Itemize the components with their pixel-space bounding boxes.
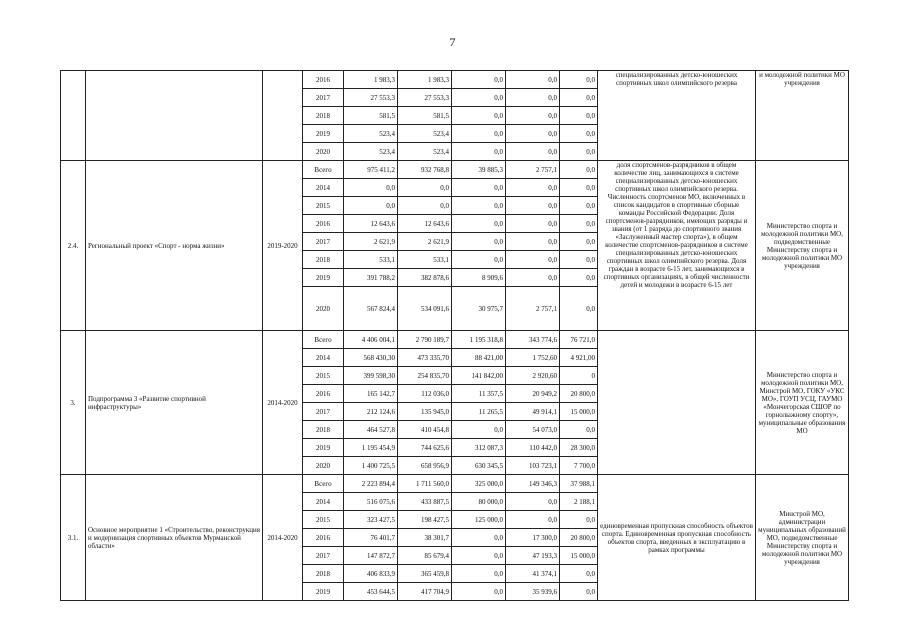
table-row [61,71,849,89]
source-3-cell: 2 757,1 [506,287,560,331]
source-3-cell: 0,0 [506,197,560,215]
source-2-cell: 0,0 [452,125,506,143]
source-3-cell: 0,0 [506,143,560,161]
source-4-cell: 28 300,0 [560,439,598,457]
total-cell: 523,4 [344,143,398,161]
source-3-cell: 20 949,2 [506,385,560,403]
source-3-cell: 54 073,0 [506,421,560,439]
source-4-cell: 0,0 [560,511,598,529]
source-3-cell: 0,0 [506,493,560,511]
table-row [61,161,849,179]
source-3-cell: 0,0 [506,269,560,287]
source-3-cell: 0,0 [506,233,560,251]
source-2-cell: 39 885,3 [452,161,506,179]
source-4-cell: 0,0 [560,161,598,179]
total-cell: 464 527,8 [344,421,398,439]
source-1-cell: 27 553,3 [398,89,452,107]
source-4-cell: 0,0 [560,89,598,107]
source-3-cell: 110 442,0 [506,439,560,457]
source-2-cell: 0,0 [452,143,506,161]
item-name [86,71,263,161]
source-1-cell: 2 621,9 [398,233,452,251]
source-1-cell: 382 878,6 [398,269,452,287]
executor-text: Министерство спорта и молодежной политики МО, Минстрой МО, ГОКУ «УКС МО», ГОУП УСЦ, ГАУМО «Мончегорская СШОР по горнолыжному спорту», муниципальные образования МО [756,331,849,475]
source-1-cell: 658 956,9 [398,457,452,475]
total-cell: 0,0 [344,197,398,215]
source-3-cell: 103 723,1 [506,457,560,475]
source-2-cell: 11 357,5 [452,385,506,403]
executor-text: Министерство спорта и молодежной политики МО, подведомственные Министерству спорта и молодежной политики МО учреждения [756,161,849,331]
year-cell: 2016 [303,215,344,233]
source-2-cell: 312 087,3 [452,439,506,457]
source-3-cell: 0,0 [506,107,560,125]
total-cell: 975 411,2 [344,161,398,179]
source-2-cell: 0,0 [452,529,506,547]
item-period: 2014-2020 [263,331,303,475]
source-4-cell: 0,0 [560,269,598,287]
table-row [61,475,849,493]
source-2-cell: 0,0 [452,233,506,251]
source-4-cell: 37 988,1 [560,475,598,493]
source-2-cell: 30 975,7 [452,287,506,331]
total-cell: 568 430,30 [344,349,398,367]
item-name: Основное мероприятие 1 «Строительство, реконструкция и модернизация спортивных объектов Мурманской области» [86,475,263,601]
total-cell: 4 406 004,1 [344,331,398,349]
source-1-cell: 365 459,8 [398,565,452,583]
total-cell: 1 195 454,9 [344,439,398,457]
total-cell: 581,5 [344,107,398,125]
source-3-cell: 0,0 [506,71,560,89]
source-2-cell: 141 842,00 [452,367,506,385]
year-cell: 2016 [303,529,344,547]
source-4-cell: 0,0 [560,251,598,269]
source-2-cell: 125 000,0 [452,511,506,529]
year-cell: 2019 [303,439,344,457]
source-1-cell: 744 625,6 [398,439,452,457]
source-4-cell: 20 800,0 [560,385,598,403]
source-1-cell: 932 768,8 [398,161,452,179]
source-2-cell: 0,0 [452,547,506,565]
year-cell: Всего [303,331,344,349]
source-1-cell: 1 711 560,0 [398,475,452,493]
executor-text: Минстрой МО, администрации муниципальных образований МО, подведомственные Министерству спорта и молодежной политики МО учреждения [756,475,849,601]
source-1-cell: 523,4 [398,143,452,161]
source-3-cell: 2 757,1 [506,161,560,179]
source-4-cell: 15 000,0 [560,547,598,565]
source-4-cell: 0,0 [560,107,598,125]
source-4-cell: 15 000,0 [560,403,598,421]
indicator-text [598,331,756,475]
source-1-cell: 0,0 [398,179,452,197]
year-cell: 2019 [303,125,344,143]
total-cell: 399 598,30 [344,367,398,385]
total-cell: 12 643,6 [344,215,398,233]
source-3-cell: 0,0 [506,215,560,233]
total-cell: 1 400 725,5 [344,457,398,475]
source-2-cell: 8 909,6 [452,269,506,287]
source-3-cell: 49 914,1 [506,403,560,421]
total-cell: 147 872,7 [344,547,398,565]
source-4-cell: 0,0 [560,143,598,161]
source-2-cell: 88 421,00 [452,349,506,367]
total-cell: 0,0 [344,179,398,197]
indicator-text: единовременная пропускная способность объектов спорта. Единовременная пропускная способность объектов спорта, введенных в эксплуатацию в рамках программы [598,475,756,601]
total-cell: 406 833,9 [344,565,398,583]
source-2-cell: 0,0 [452,179,506,197]
total-cell: 323 427,5 [344,511,398,529]
source-1-cell: 85 679,4 [398,547,452,565]
year-cell: 2017 [303,547,344,565]
indicator-text: специализированных детско-юношеских спортивных школ олимпийского резерва [598,71,756,161]
source-4-cell: 20 800,0 [560,529,598,547]
total-cell: 516 075,6 [344,493,398,511]
year-cell: 2017 [303,233,344,251]
item-number: 2.4. [61,161,86,331]
year-cell: 2015 [303,197,344,215]
executor-text: и молодежной политики МО учреждения [756,71,849,161]
source-1-cell: 534 091,6 [398,287,452,331]
source-3-cell: 0,0 [506,251,560,269]
source-2-cell: 0,0 [452,565,506,583]
year-cell: 2014 [303,179,344,197]
source-4-cell: 2 188,1 [560,493,598,511]
source-2-cell: 1 195 318,8 [452,331,506,349]
year-cell: 2019 [303,269,344,287]
budget-table [60,70,849,601]
source-4-cell: 0,0 [560,71,598,89]
year-cell: 2020 [303,143,344,161]
total-cell: 27 553,3 [344,89,398,107]
source-4-cell: 7 700,0 [560,457,598,475]
item-number: 3. [61,331,86,475]
source-1-cell: 1 983,3 [398,71,452,89]
indicator-text: доля спортсменов-разрядников в общем количестве лиц, занимающихся в системе специализированных детско-юношеских спортивных школ олимпийского резерва. Численность спортсменов МО, включенных в список кандидатов в спортивные сборные команды Российской Федерации. Доля спортсменов-разрядников, имеющих разряды и звания (от 1 разряда до спортивного звания «Заслуженный мастер спорта»), в общем количестве спортсменов-разрядников в системе специализированных детско-юношеских спортивных школ олимпийского резерва. Доля граждан в возрасте 6-15 лет, занимающихся в спортивных организациях, в общей численности детей и молодежи в возрасте 6-15 лет [598,161,756,331]
item-period [263,71,303,161]
source-3-cell: 0,0 [506,511,560,529]
year-cell: 2020 [303,457,344,475]
source-1-cell: 12 643,6 [398,215,452,233]
source-3-cell: 0,0 [506,125,560,143]
year-cell: 2017 [303,403,344,421]
source-4-cell: 0,0 [560,215,598,233]
source-4-cell: 76 721,0 [560,331,598,349]
source-1-cell: 581,5 [398,107,452,125]
item-number: 3.1. [61,475,86,601]
item-name: Региональный проект «Спорт - норма жизни» [86,161,263,331]
year-cell: 2018 [303,251,344,269]
source-4-cell: 0,0 [560,421,598,439]
year-cell: 2014 [303,493,344,511]
year-cell: 2016 [303,385,344,403]
total-cell: 212 124,6 [344,403,398,421]
source-1-cell: 473 335,70 [398,349,452,367]
source-1-cell: 112 036,0 [398,385,452,403]
total-cell: 165 142,7 [344,385,398,403]
source-3-cell: 343 774,6 [506,331,560,349]
total-cell: 533,1 [344,251,398,269]
year-cell: 2016 [303,71,344,89]
source-4-cell: 0,0 [560,125,598,143]
page-number: 7 [449,35,456,49]
source-2-cell: 11 265,5 [452,403,506,421]
source-1-cell: 523,4 [398,125,452,143]
source-1-cell: 433 887,5 [398,493,452,511]
total-cell: 2 621,9 [344,233,398,251]
year-cell: 2014 [303,349,344,367]
source-1-cell: 2 790 189,7 [398,331,452,349]
total-cell: 76 401,7 [344,529,398,547]
source-1-cell: 254 835,70 [398,367,452,385]
source-4-cell: 0,0 [560,583,598,601]
year-cell: 2018 [303,421,344,439]
source-3-cell: 17 300,0 [506,529,560,547]
source-2-cell: 0,0 [452,215,506,233]
total-cell: 2 223 894,4 [344,475,398,493]
year-cell: 2015 [303,367,344,385]
source-1-cell: 0,0 [398,197,452,215]
source-4-cell: 0,0 [560,197,598,215]
source-2-cell: 0,0 [452,89,506,107]
source-2-cell: 0,0 [452,71,506,89]
item-name: Подпрограмма 3 «Развитие спортивной инфраструктуры» [86,331,263,475]
source-2-cell: 325 000,0 [452,475,506,493]
source-2-cell: 0,0 [452,197,506,215]
source-3-cell: 149 346,3 [506,475,560,493]
year-cell: 2015 [303,511,344,529]
year-cell: 2018 [303,565,344,583]
source-1-cell: 417 704,9 [398,583,452,601]
source-4-cell: 4 921,00 [560,349,598,367]
source-3-cell: 0,0 [506,89,560,107]
year-cell: 2017 [303,89,344,107]
source-1-cell: 198 427,5 [398,511,452,529]
source-3-cell: 0,0 [506,179,560,197]
total-cell: 453 644,5 [344,583,398,601]
total-cell: 567 824,4 [344,287,398,331]
source-3-cell: 2 920,60 [506,367,560,385]
source-3-cell: 1 752,60 [506,349,560,367]
source-2-cell: 0,0 [452,107,506,125]
source-4-cell: 0,0 [560,287,598,331]
source-2-cell: 0,0 [452,421,506,439]
source-2-cell: 0,0 [452,583,506,601]
year-cell: 2018 [303,107,344,125]
source-1-cell: 38 301,7 [398,529,452,547]
item-period: 2019-2020 [263,161,303,331]
source-2-cell: 630 345,5 [452,457,506,475]
source-4-cell: 0,0 [560,233,598,251]
source-4-cell: 0,0 [560,179,598,197]
total-cell: 391 788,2 [344,269,398,287]
year-cell: 2020 [303,287,344,331]
total-cell: 1 983,3 [344,71,398,89]
item-period: 2014-2020 [263,475,303,601]
table-row [61,331,849,349]
source-1-cell: 135 945,0 [398,403,452,421]
source-4-cell: 0,0 [560,565,598,583]
year-cell: 2019 [303,583,344,601]
item-number [61,71,86,161]
source-4-cell: 0 [560,367,598,385]
total-cell: 523,4 [344,125,398,143]
year-cell: Всего [303,161,344,179]
source-2-cell: 80 000,0 [452,493,506,511]
source-1-cell: 410 454,8 [398,421,452,439]
source-3-cell: 41 374,1 [506,565,560,583]
source-2-cell: 0,0 [452,251,506,269]
source-3-cell: 47 193,3 [506,547,560,565]
source-3-cell: 35 939,6 [506,583,560,601]
table-body [61,71,849,601]
source-1-cell: 533,1 [398,251,452,269]
year-cell: Всего [303,475,344,493]
